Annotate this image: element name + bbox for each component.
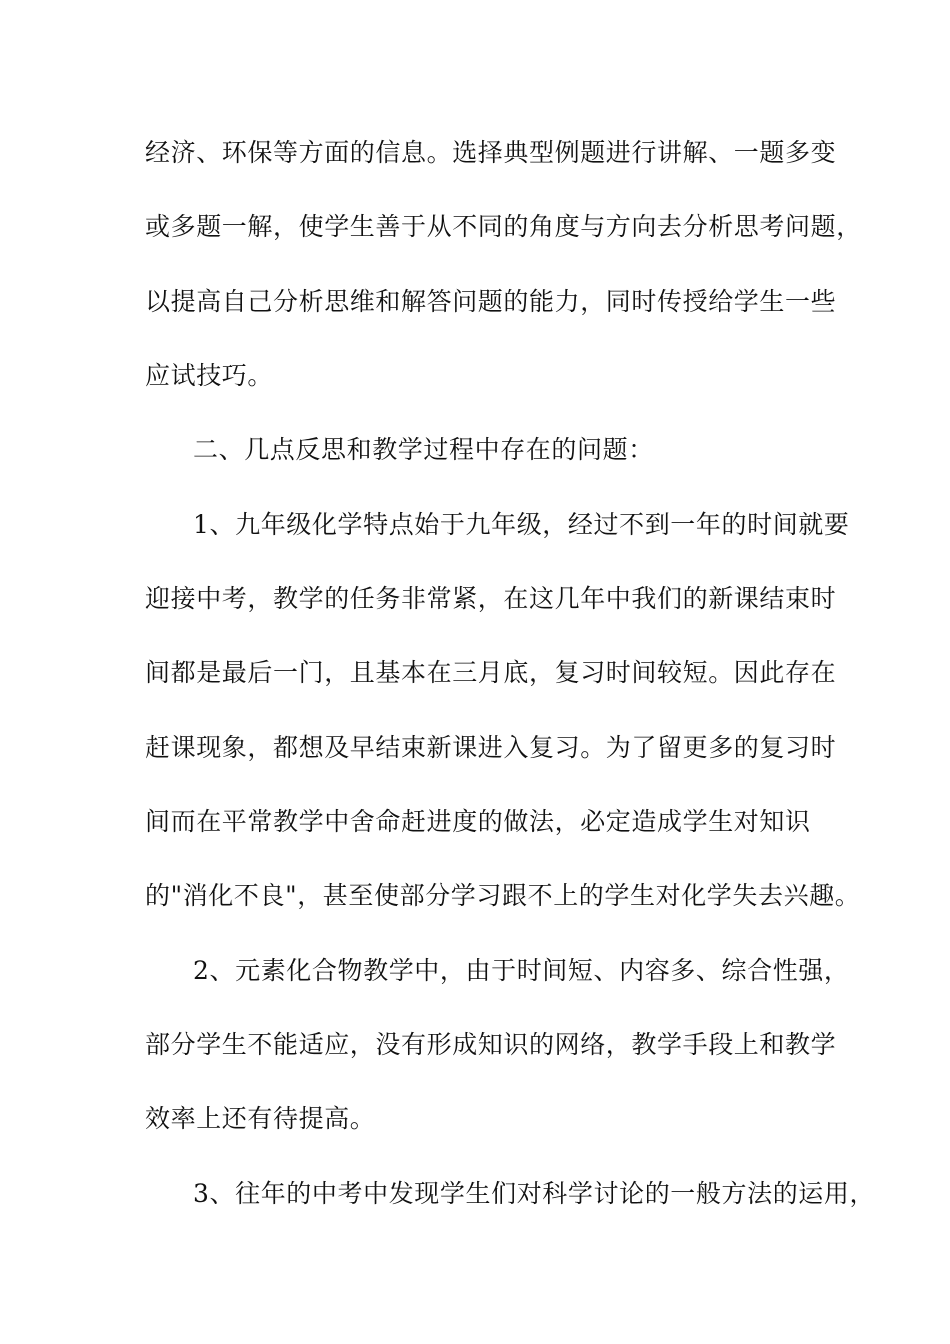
text-line: 赶课现象，都想及早结束新课进入复习。为了留更多的复习时 <box>145 733 837 762</box>
text-line: 部分学生不能适应，没有形成知识的网络，教学手段上和教学 <box>145 1030 837 1059</box>
text-line: 的"消化不良"，甚至使部分学习跟不上的学生对化学失去兴趣。 <box>145 881 861 910</box>
text-line: 间而在平常教学中舍命赶进度的做法，必定造成学生对知识 <box>145 807 811 836</box>
text-line: 以提高自己分析思维和解答问题的能力，同时传授给学生一些 <box>145 287 837 316</box>
text-line: 间都是最后一门，且基本在三月底，复习时间较短。因此存在 <box>145 658 837 687</box>
text-line: 迎接中考，教学的任务非常紧，在这几年中我们的新课结束时 <box>145 584 837 613</box>
text-line: 应试技巧。 <box>145 361 274 390</box>
text-line: 经济、环保等方面的信息。选择典型例题进行讲解、一题多变 <box>145 138 837 167</box>
text-line: 1、九年级化学特点始于九年级，经过不到一年的时间就要 <box>193 510 850 539</box>
section-heading: 二、几点反思和教学过程中存在的问题： <box>193 435 654 464</box>
text-line: 或多题一解，使学生善于从不同的角度与方向去分析思考问题， <box>145 212 862 241</box>
text-line: 效率上还有待提高。 <box>145 1104 376 1133</box>
text-line: 3、往年的中考中发现学生们对科学讨论的一般方法的运用， <box>193 1179 876 1208</box>
text-line: 2、元素化合物教学中，由于时间短、内容多、综合性强， <box>193 956 850 985</box>
